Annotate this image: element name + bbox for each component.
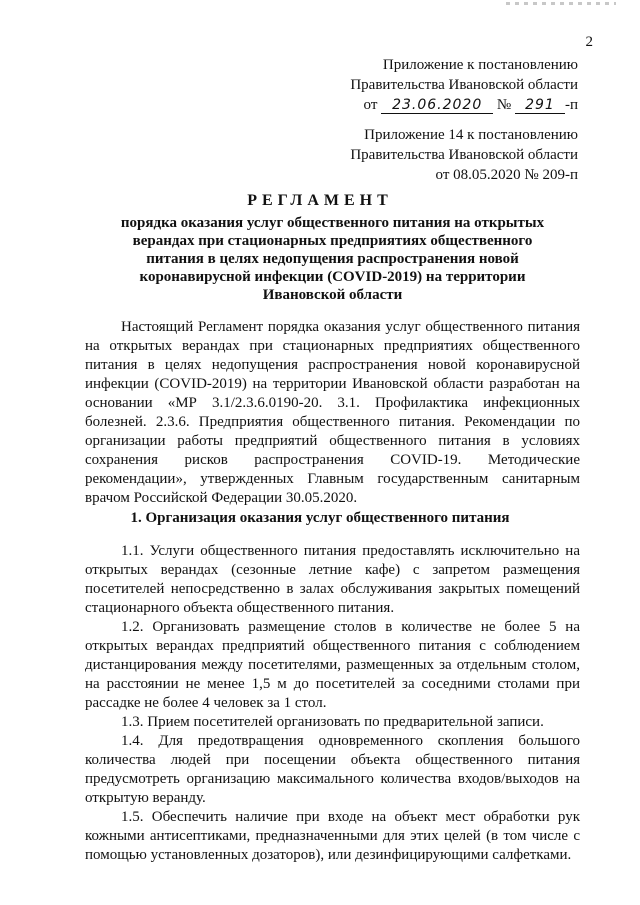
document-title: РЕГЛАМЕНТ xyxy=(247,192,393,209)
handwritten-date: 23.06.2020 xyxy=(381,97,493,114)
appendix-14-line-3: от 08.05.2020 № 209-п xyxy=(435,167,578,183)
scan-artifact xyxy=(506,2,616,5)
appendix-line-1: Приложение к постановлению xyxy=(382,57,578,73)
intro-paragraph xyxy=(85,318,580,508)
appendix-14-line-1: Приложение 14 к постановлению xyxy=(364,127,578,143)
appendix-date-line xyxy=(350,95,578,115)
item-1-5: 1.5. Обеспечить наличие при входе на объект мест обработки рук кожными антисептиками, предназначенными для этих целей (в том числе с помощью установленных дозаторов), или дезинфицирующими салфетками. xyxy=(85,809,580,863)
section-1-heading: 1. Организация оказания услуг общественного питания xyxy=(130,510,510,526)
appendix-header xyxy=(350,55,578,115)
document-subtitle: порядка оказания услуг общественного питания на открытых верандах при стационарных предприятиях общественного питания в целях недопущения распространения новой коронавирусной инфекции (COVID-2019) на территории Ивановской области xyxy=(120,215,545,303)
intro-text: Настоящий Регламент порядка оказания услуг общественного питания на открытых верандах при стационарных предприятиях общественного питания в целях недопущения распространения новой коронавирусной инфекции (COVID-2019) на территории Ивановской области разработан на основании «МР 3.1/2.3.6.0190-20. 3.1. Профилактика инфекционных болезней. 2.3.6. Предприятия общественного питания. Рекомендации по организации работы предприятий общественного питания в условиях сохранения рисков распространения COVID-19. Методические рекомендации», утвержденных Главным государственным санитарным врачом Российской Федерации 30.05.2020. xyxy=(85,319,580,506)
page-number: 2 xyxy=(585,34,593,50)
item-1-4: 1.4. Для предотвращения одновременного скопления большого количества людей при посещении объекта общественного питания предусмотреть организацию максимального количества входов/выходов на открытую веранду. xyxy=(85,733,580,806)
number-suffix: -п xyxy=(564,97,578,113)
appendix-14-line-2: Правительства Ивановской области xyxy=(350,147,578,163)
from-label: от xyxy=(363,97,378,113)
appendix-line-2: Правительства Ивановской области xyxy=(350,77,578,93)
item-1-2: 1.2. Организовать размещение столов в количестве не более 5 на открытых верандах предприятий общественного питания с соблюдением дистанцирования между посетителями, размещенных за отдельным столом, на расстоянии не менее 1,5 м до посетителей за соседними столами при рассадке не более 4 человек за 1 стол. xyxy=(85,619,580,711)
section-1-items xyxy=(85,542,580,865)
number-label: № xyxy=(496,97,512,113)
item-1-1: 1.1. Услуги общественного питания предоставлять исключительно на открытых верандах (сезонные летние кафе) с запретом размещения посетителей непосредственно в залах обслуживания закрытых помещений стационарного объекта общественного питания. xyxy=(85,543,580,616)
appendix-14-header xyxy=(350,125,578,185)
item-1-3: 1.3. Прием посетителей организовать по предварительной записи. xyxy=(121,714,544,730)
handwritten-number: 291 xyxy=(515,97,565,114)
